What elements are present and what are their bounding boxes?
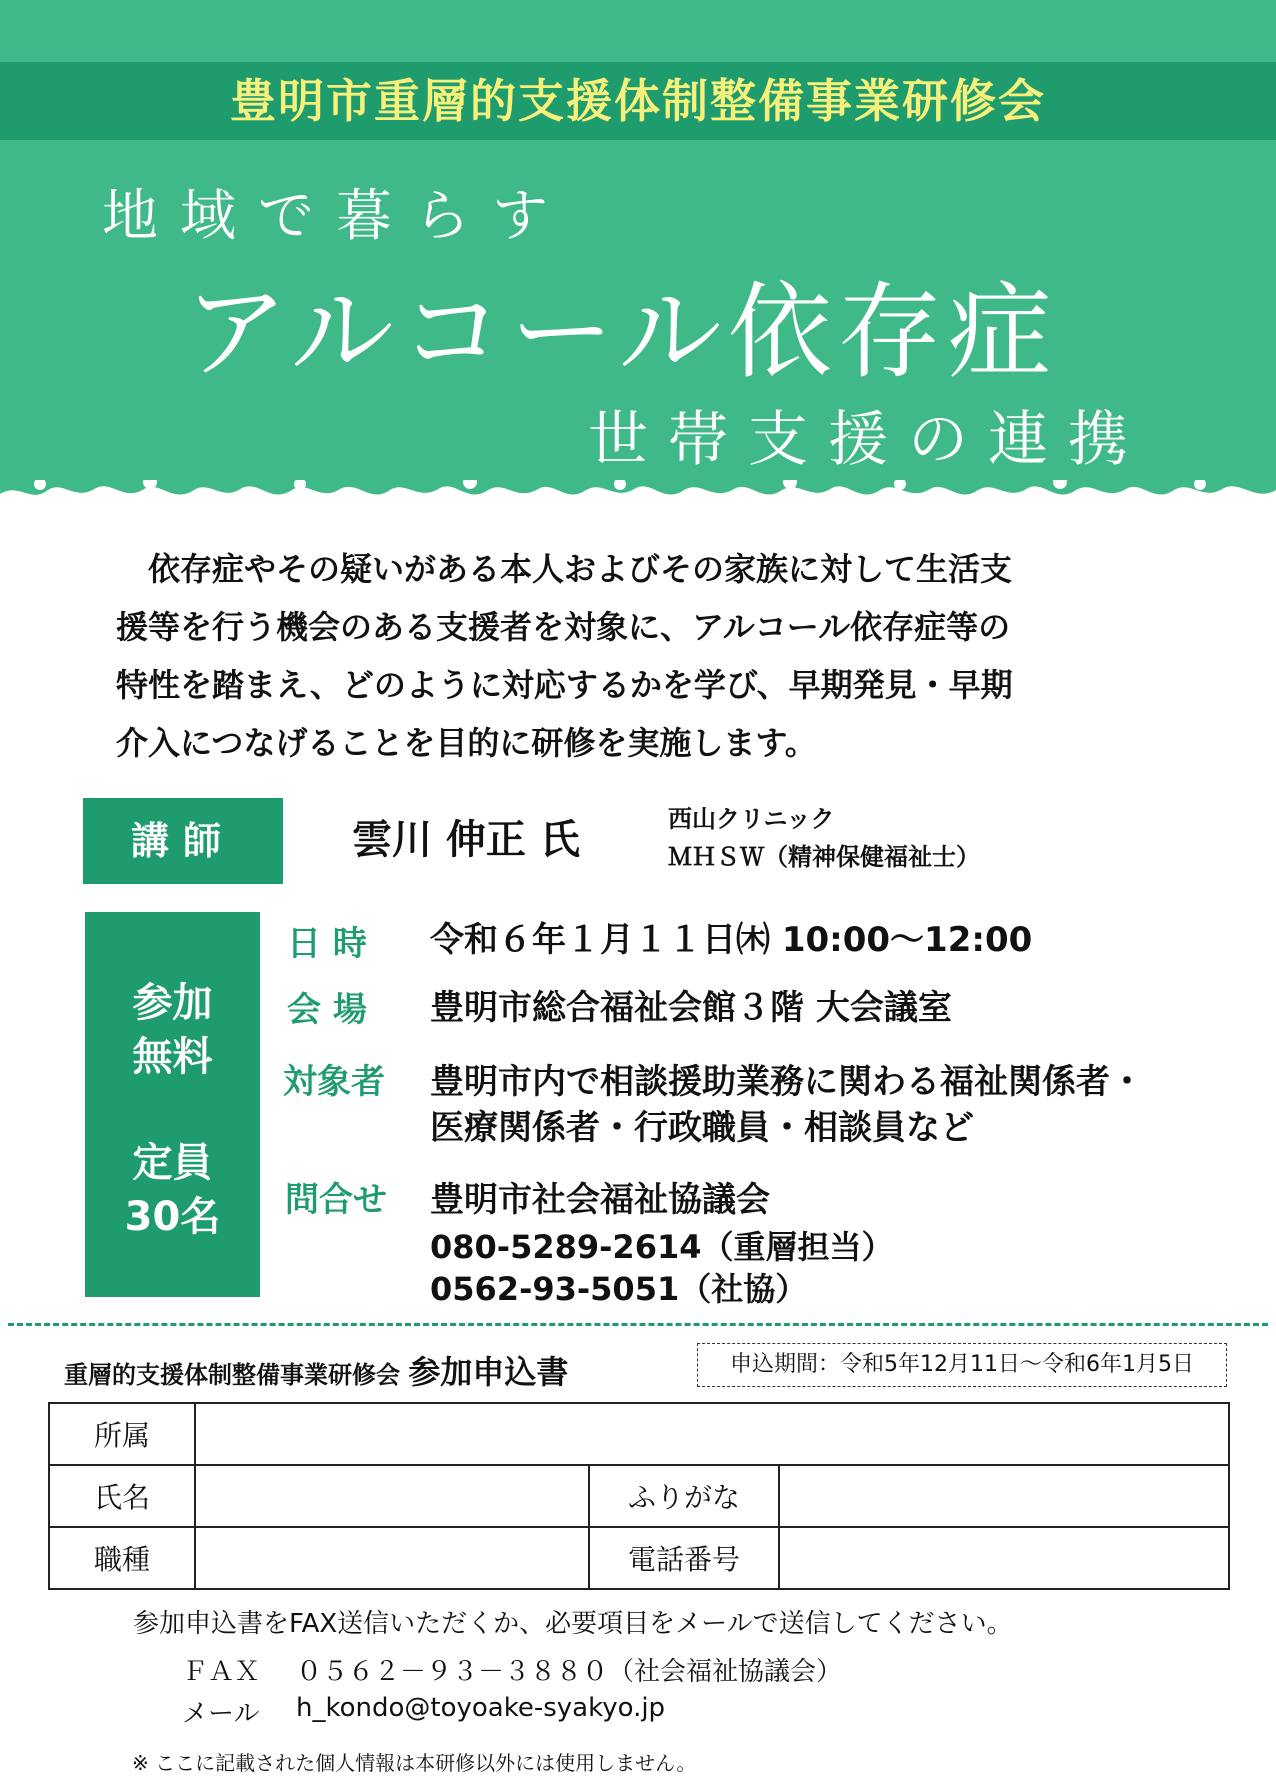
cut-line-divider — [8, 1323, 1268, 1326]
intro-line: 依存症やその疑いがある本人およびその家族に対して生活支 — [116, 550, 1013, 588]
series-title: 豊明市重層的支援体制整備事業研修会 — [230, 74, 1046, 128]
phone-label: 電話番号 — [589, 1527, 779, 1589]
intro-paragraph — [116, 540, 1176, 772]
hero-title-main: アルコール依存症 — [184, 271, 1058, 393]
furigana-label: ふりがな — [589, 1465, 779, 1527]
job-label: 職種 — [49, 1527, 195, 1589]
datetime-label: 日 時 — [287, 924, 367, 964]
form-title-big: 参加申込書 — [408, 1353, 569, 1391]
lecturer-affiliation — [668, 800, 980, 876]
contact-label: 問合せ — [285, 1180, 387, 1220]
application-form-table — [48, 1402, 1230, 1590]
mail-label: メール — [182, 1699, 260, 1729]
hero-title-line3: 世帯支援の連携 — [588, 405, 1148, 475]
fee-line2: 無料 — [132, 1034, 213, 1080]
venue-value: 豊明市総合福祉会館３階 大会議室 — [430, 988, 952, 1028]
venue-label: 会 場 — [287, 990, 367, 1030]
target-label: 対象者 — [283, 1062, 385, 1102]
form-title — [64, 1347, 568, 1393]
contact-org: 豊明市社会福祉協議会 — [430, 1180, 770, 1220]
fax-label: ＦＡＸ — [182, 1657, 261, 1687]
hero-title-line1: 地域で暮らす — [102, 184, 570, 249]
target-line2: 医療関係者・行政職員・相談員など — [430, 1108, 974, 1148]
intro-line: 特性を踏まえ、どのように対応するかを学び、早期発見・早期 — [116, 666, 1013, 704]
fax-number: ０５６２－９３－３８８０（社会福祉協議会） — [296, 1657, 843, 1687]
lecturer-name: 雲川 伸正 氏 — [352, 817, 580, 863]
lecturer-org-line1: 西山クリニック — [668, 805, 835, 833]
furigana-field[interactable] — [779, 1465, 1229, 1527]
mail-address[interactable]: h_kondo@toyoake-syakyo.jp — [296, 1693, 666, 1723]
lecturer-label: 講師 — [83, 798, 283, 884]
name-field[interactable] — [195, 1465, 589, 1527]
application-period: 申込期間：令和5年12月11日～令和6年1月5日 — [697, 1343, 1227, 1387]
affiliation-label: 所属 — [49, 1403, 195, 1465]
submission-instructions: 参加申込書をFAX送信いただくか、必要項目をメールで送信してください。 — [133, 1609, 1013, 1639]
capacity-line1: 定員 — [132, 1140, 213, 1186]
affiliation-field[interactable] — [195, 1403, 1229, 1465]
leaf-border-decoration — [0, 480, 1276, 540]
name-label: 氏名 — [49, 1465, 195, 1527]
fee-capacity-box — [85, 912, 260, 1297]
fee-line1: 参加 — [132, 980, 213, 1026]
lecturer-org-line2: ＭＨＳＷ（精神保健福祉士） — [668, 843, 980, 871]
phone-field[interactable] — [779, 1527, 1229, 1589]
target-line1: 豊明市内で相談援助業務に関わる福祉関係者・ — [430, 1062, 1144, 1102]
contact-phone2: 0562-93-5051（社協） — [430, 1270, 808, 1308]
privacy-note: ※ ここに記載された個人情報は本研修以外には使用しません。 — [132, 1751, 697, 1775]
job-field[interactable] — [195, 1527, 589, 1589]
datetime-value: 令和６年１月１１日㈭ 10:00～12:00 — [430, 920, 1033, 960]
capacity-line2: 30名 — [124, 1194, 221, 1240]
intro-line: 援等を行う機会のある支援者を対象に、アルコール依存症等の — [116, 608, 1011, 646]
intro-line: 介入につなげることを目的に研修を実施します。 — [116, 724, 817, 762]
contact-phone1: 080-5289-2614（重層担当） — [430, 1228, 894, 1266]
form-title-small: 重層的支援体制整備事業研修会 — [64, 1361, 400, 1389]
